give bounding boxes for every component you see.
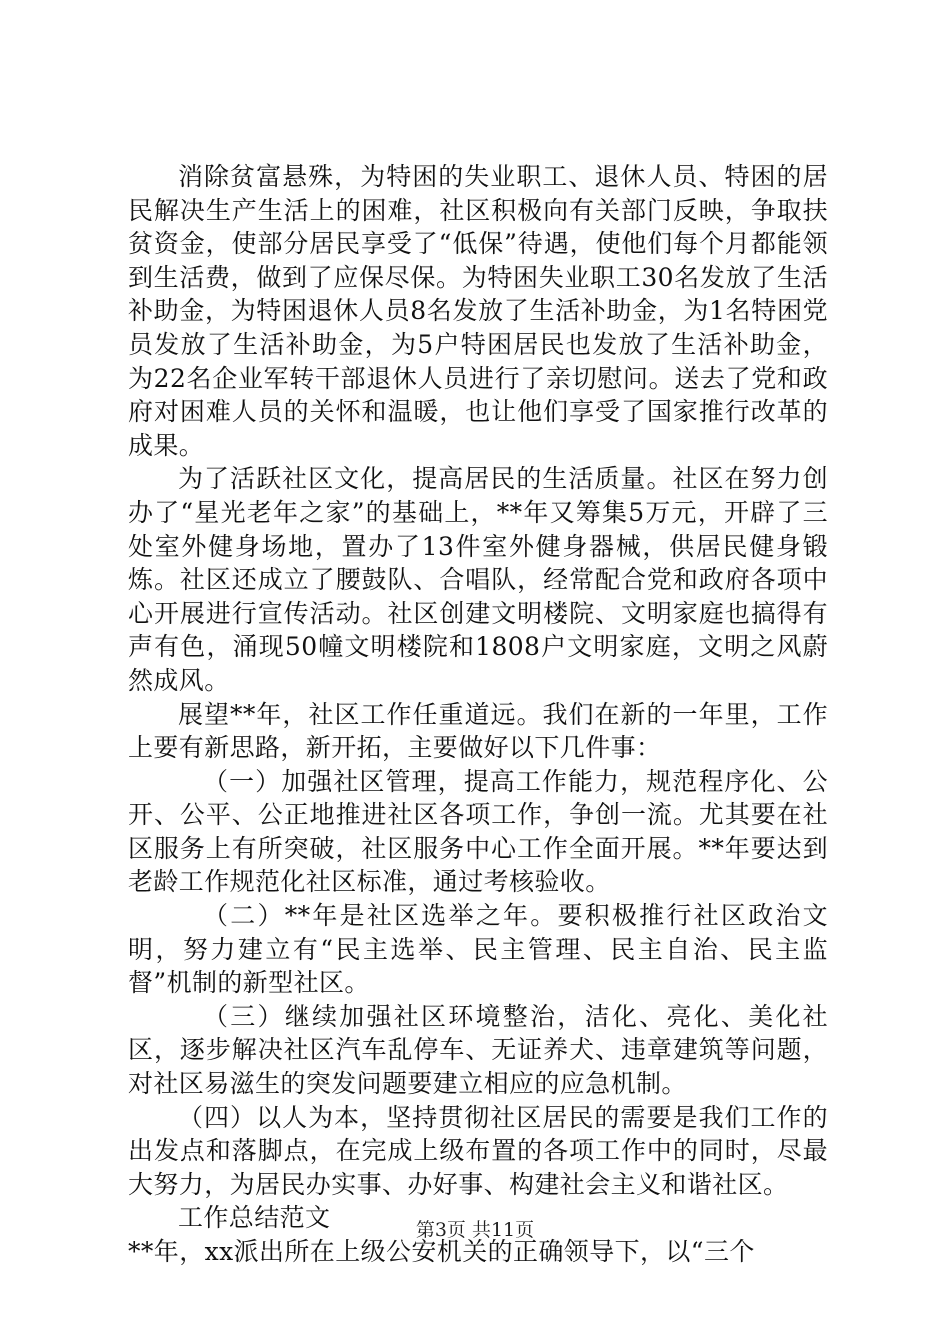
list-item-2: （二）**年是社区选举之年。要积极推行社区政治文明，努力建立有“民主选举、民主管理、民主自治、民主监督”机制的新型社区。: [128, 901, 828, 998]
section-heading: 工作总结范文: [178, 1203, 331, 1233]
paragraph-outlook: 展望**年，社区工作任重道远。我们在新的一年里，工作上要有新思路，新开拓，主要做好以下几件事：: [128, 699, 828, 763]
paragraph-poverty-relief: 消除贫富悬殊，为特困的失业职工、退休人员、特困的居民解决生产生活上的困难，社区积极向有关部门反映，争取扶贫资金，使部分居民享受了“低保”待遇，使他们每个月都能领到生活费，做到了应保尽保。为特困失业职工30名发放了生活补助金，为特困退休人员8名发放了生活补助金，为1名特困党员发放了生活补助金，为5户特困居民也发放了生活补助金，为22名企业军转干部退休人员进行了亲切慰问。送去了党和政府对困难人员的关怀和温暖，也让他们享受了国家推行改革的成果。: [128, 162, 828, 460]
list-item-4: （四）以人为本，坚持贯彻社区居民的需要是我们工作的出发点和落脚点，在完成上级布置的各项工作中的同时，尽最大努力，为居民办实事、办好事、构建社会主义和谐社区。: [128, 1102, 828, 1199]
document-body: [128, 160, 828, 1269]
list-item-3: （三）继续加强社区环境整治，洁化、亮化、美化社区，逐步解决社区汽车乱停车、无证养犬、违章建筑等问题，对社区易滋生的突发问题要建立相应的应急机制。: [128, 1001, 828, 1099]
list-item-1: （一）加强社区管理，提高工作能力，规范程序化、公开、公平、公正地推进社区各项工作，争创一流。尤其要在社区服务上有所突破，社区服务中心工作全面开展。**年要达到老龄工作规范化社区标准，通过考核验收。: [128, 766, 828, 897]
paragraph-community-culture: 为了活跃社区文化，提高居民的生活质量。社区在努力创办了“星光老年之家”的基础上，**年又筹集5万元，开辟了三处室外健身场地，置办了13件室外健身器械，供居民健身锻炼。社区还成立了腰鼓队、合唱队，经常配合党和政府各项中心开展进行宣传活动。社区创建文明楼院、文明家庭也搞得有声有色，涌现50幢文明楼院和1808户文明家庭，文明之风蔚然成风。: [128, 464, 828, 695]
page-number-footer: 第3页 共11页: [415, 1219, 535, 1241]
paragraph-police-summary: **年，xx派出所在上级公安机关的正确领导下，以“三个: [128, 1237, 755, 1266]
